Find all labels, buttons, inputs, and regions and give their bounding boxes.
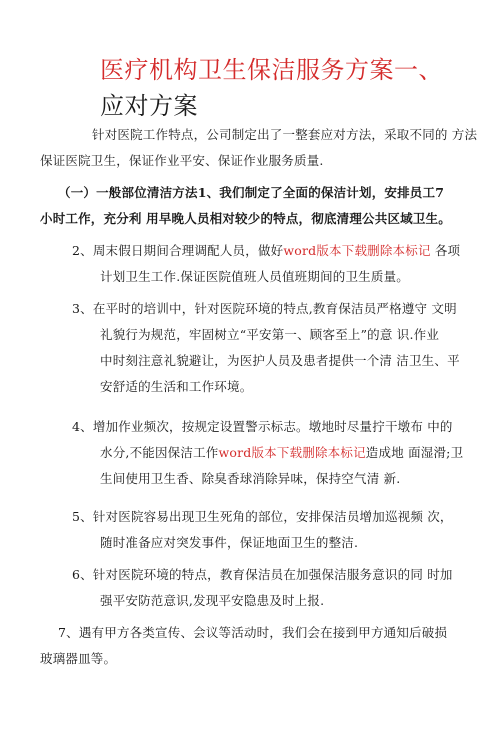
item4-line-1: 4、增加作业频次，按规定设置警示标志。墩地时尽量拧干墩布 中的 <box>72 419 453 434</box>
item2-text-a: 2、周末假日期间合理调配人员，做好 <box>72 243 284 258</box>
item3-line-3: 中时刻注意礼貌避让，为医护人员及患者提供一个清 洁卫生、平 <box>100 353 460 368</box>
item5-paragraph-cont <box>100 530 358 556</box>
item7-paragraph-cont <box>40 646 116 672</box>
item2-paragraph <box>72 238 460 264</box>
item2-line-2: 计划卫生工作.保证医院值班人员值班期间的卫生质量。 <box>100 269 409 284</box>
intro-paragraph-cont <box>40 148 324 174</box>
item7-line-1: 7、遇有甲方各类宣传、会议等活动时，我们会在接到甲方通知后破损 <box>58 625 448 640</box>
intro-line-1: 针对医院工作特点，公司制定出了一整套应对方法，采取不同的 方法 <box>92 127 478 142</box>
item6-paragraph-cont <box>100 588 324 614</box>
item4-text-a: 水分,不能因保洁工作 <box>100 445 219 460</box>
section1-paragraph <box>58 180 444 206</box>
item4-paragraph <box>72 414 453 440</box>
item3-paragraph <box>72 296 457 322</box>
item6-line-2: 强平安防范意识,发现平安隐患及时上报. <box>100 593 325 608</box>
item3-line-4: 安舒适的生活和工作环境。 <box>100 379 253 394</box>
item5-paragraph <box>72 504 453 530</box>
item3-line-1: 3、在平时的培训中，针对医院环境的特点,教育保洁员严格遵守 文明 <box>72 301 457 316</box>
intro-paragraph <box>92 122 477 148</box>
item7-line-2: 玻璃器皿等。 <box>40 651 117 666</box>
item3-line-2: 礼貌行为规范，牢固树立“平安第一、顾客至上”的意 识.作业 <box>100 327 440 342</box>
item3-paragraph-cont <box>100 322 460 400</box>
intro-line-2: 保证医院卫生，保证作业平安、保证作业服务质量. <box>40 153 324 168</box>
item7-paragraph <box>58 620 447 646</box>
item2-line-1 <box>72 238 460 264</box>
item6-paragraph <box>72 562 453 588</box>
section1-line-2: 小时工作，充分利 用早晚人员相对较少的特点，彻底清理公共区域卫生。 <box>40 211 451 226</box>
item2-text-b: 各项 <box>430 243 461 258</box>
item2-paragraph-cont <box>100 264 409 290</box>
item4-line-3: 生间使用卫生香、除臭香球消除异味，保持空气清 新. <box>100 471 401 486</box>
item4-text-b: 造成地 面湿滑;卫 <box>365 445 464 460</box>
title-red-part: 医疗机构卫生保洁服务方案一、 <box>100 56 443 84</box>
item2-watermark: word版本下载删除本标记 <box>283 243 431 258</box>
item4-paragraph-cont <box>100 440 463 492</box>
item5-line-1: 5、针对医院容易出现卫生死角的部位，安排保洁员增加巡视频 次， <box>72 509 453 524</box>
section1-line-1: （一）一般部位清洁方法1、我们制定了全面的保洁计划，安排员工7 <box>58 185 445 200</box>
title-black-part: 应对方案 <box>100 92 198 120</box>
section1-paragraph-cont <box>40 206 451 232</box>
item4-line-2 <box>100 440 463 466</box>
page-title <box>100 52 460 124</box>
item4-watermark: word版本下载删除本标记 <box>218 445 366 460</box>
item5-line-2: 随时准备应对突发事件，保证地面卫生的整洁. <box>100 535 359 550</box>
item6-line-1: 6、针对医院环境的特点，教育保洁员在加强保洁服务意识的同 时加 <box>72 567 453 582</box>
